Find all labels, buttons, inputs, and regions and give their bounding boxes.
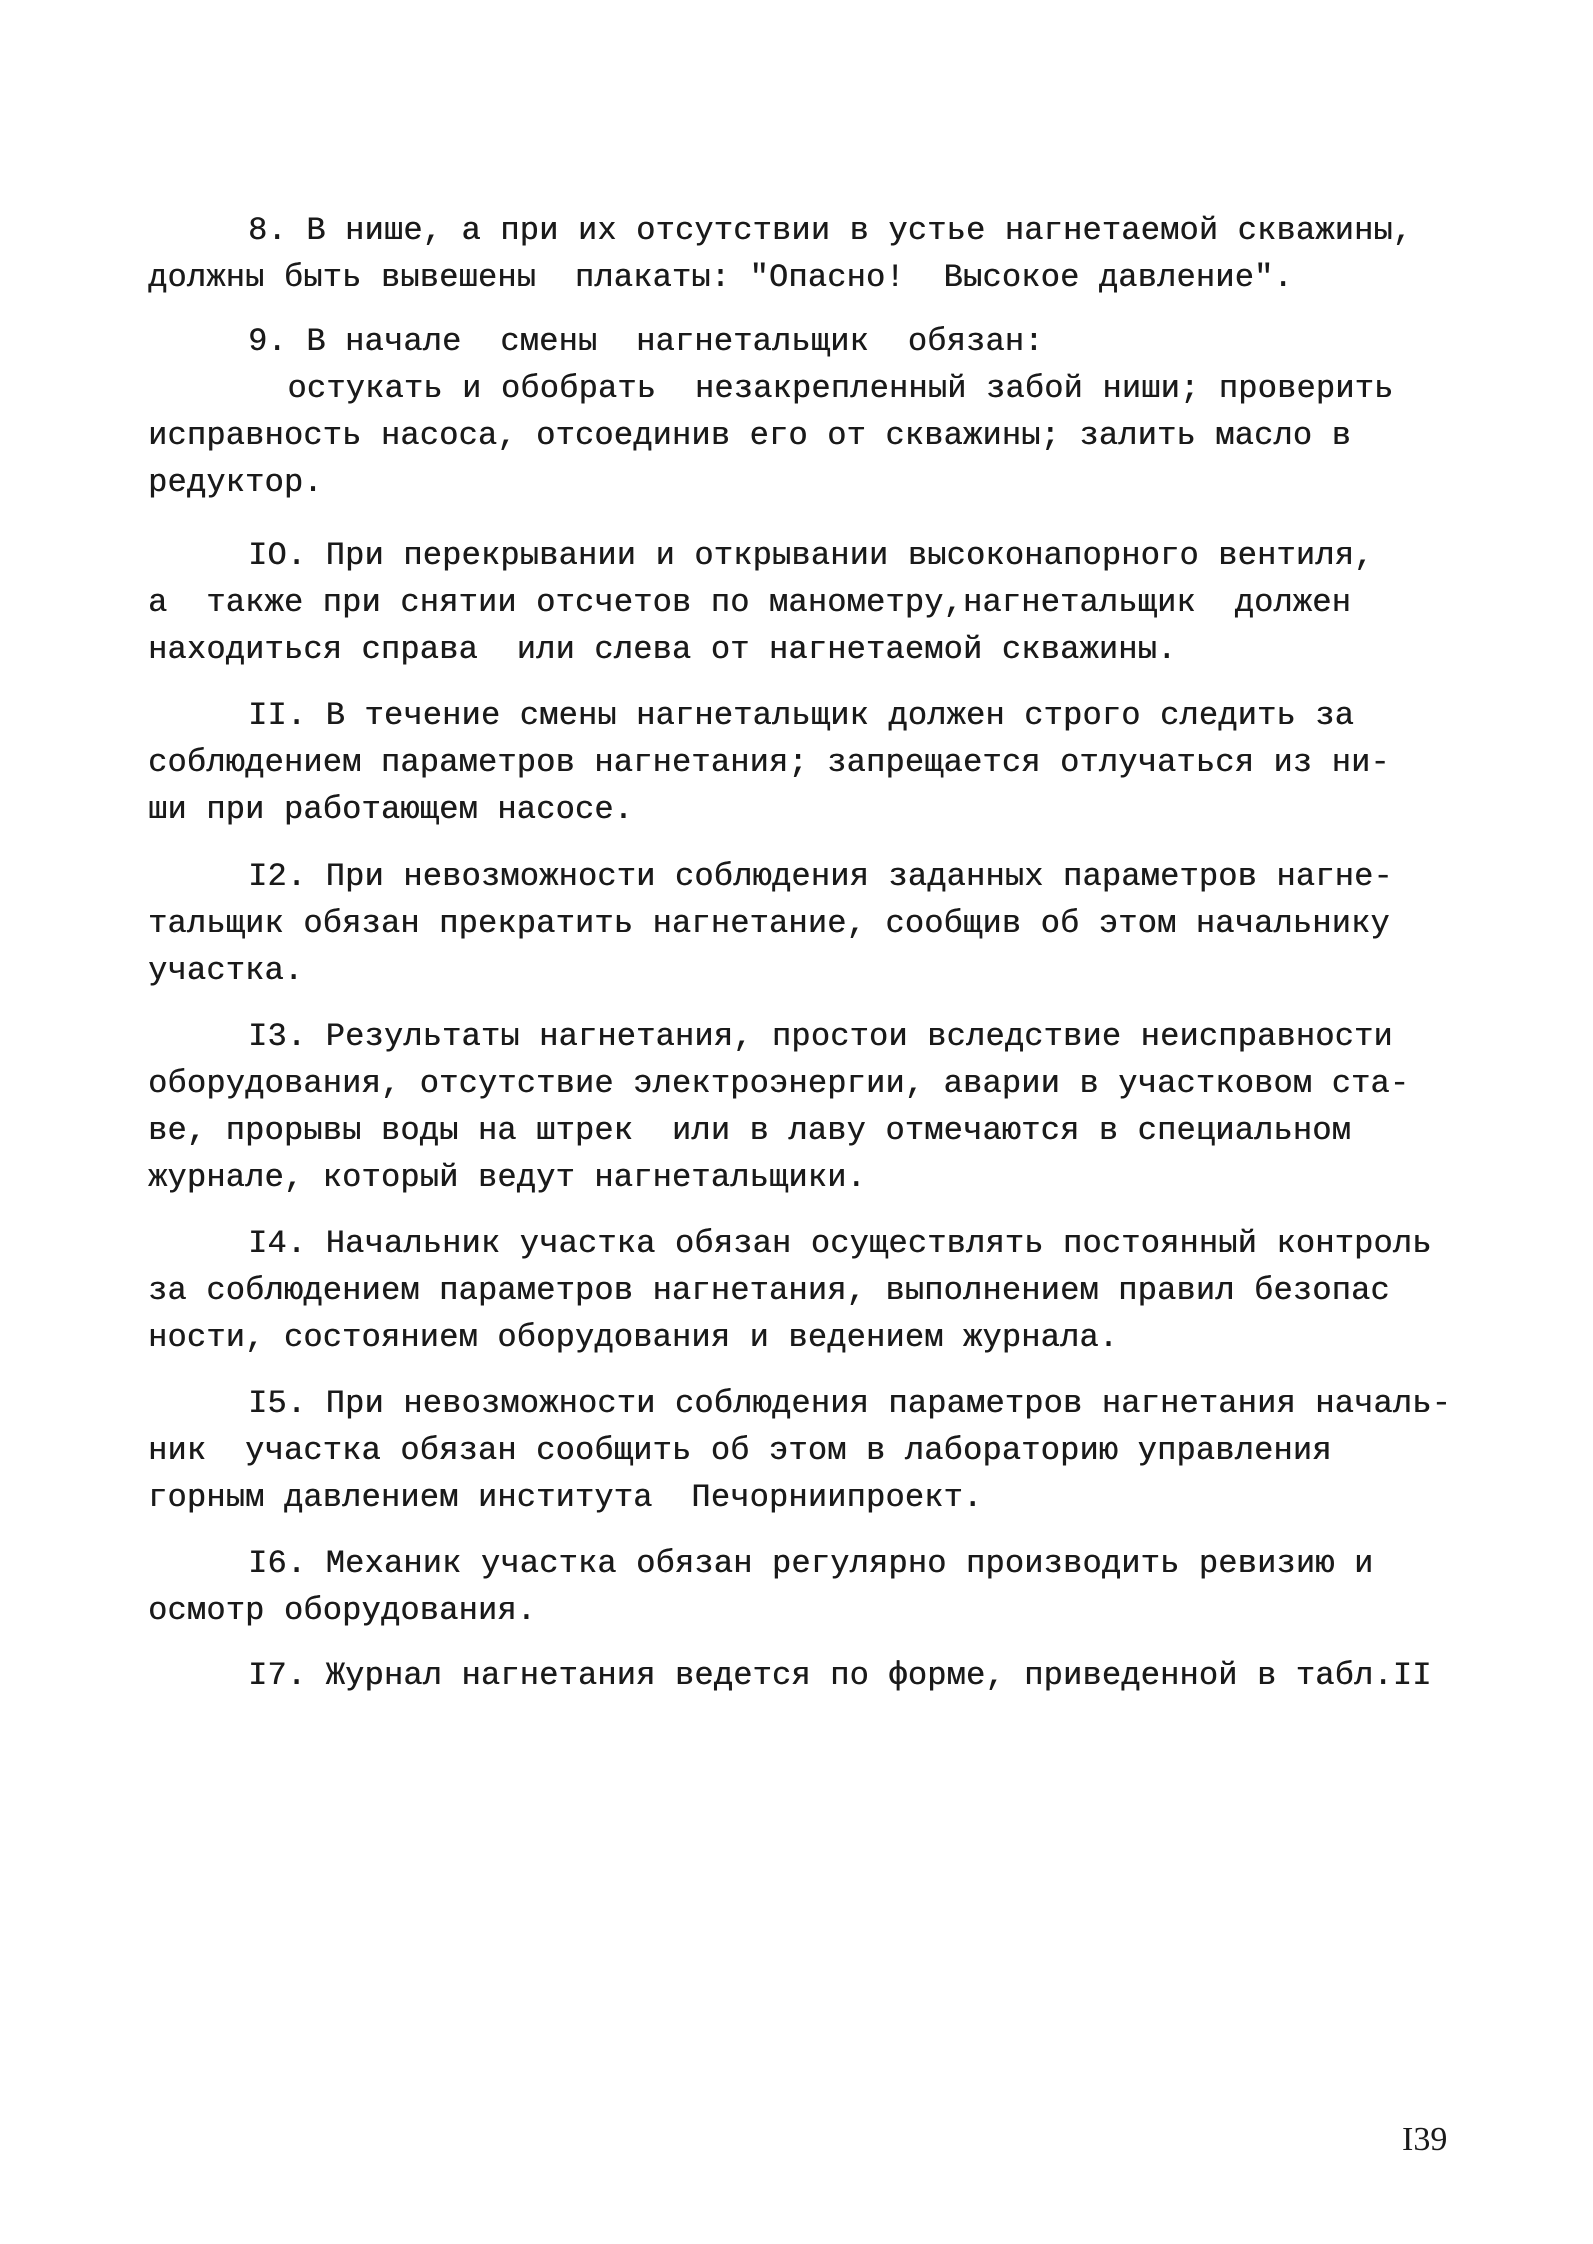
paragraph-line: за соблюдением параметров нагнетания, выполнением правил безопас — [148, 1272, 1390, 1309]
paragraph-line: соблюдением параметров нагнетания; запрещается отлучаться из ни- — [148, 744, 1390, 781]
paragraph-line: находиться справа или слева от нагнетаемой скважины. — [148, 631, 1177, 668]
paragraph-17 — [148, 1652, 1448, 1699]
paragraph-line: журнале, который ведут нагнетальщики. — [148, 1159, 866, 1196]
paragraph-16 — [148, 1540, 1448, 1634]
paragraph-line: I2. При невозможности соблюдения заданных параметров нагне- — [248, 858, 1393, 895]
paragraph-line: I6. Механик участка обязан регулярно производить ревизию и — [248, 1545, 1374, 1582]
paragraph-line: I7. Журнал нагнетания ведется по форме, приведенной в табл.II — [248, 1657, 1432, 1694]
paragraph-line: 9. В начале смены нагнетальщик обязан: — [248, 323, 1044, 360]
paragraph-12 — [148, 853, 1448, 994]
paragraph-line: I5. При невозможности соблюдения параметров нагнетания началь- — [248, 1385, 1451, 1422]
paragraph-line: 8. В нише, а при их отсутствии в устье нагнетаемой скважины, — [248, 212, 1413, 249]
paragraph-line: тальщик обязан прекратить нагнетание, сообщив об этом начальнику — [148, 905, 1390, 942]
paragraph-line: остукать и обобрать незакрепленный забой ниши; проверить — [268, 370, 1394, 407]
paragraph-8 — [148, 207, 1448, 301]
paragraph-line: горным давлением института Печорниипроект. — [148, 1479, 983, 1516]
paragraph-line: ши при работающем насосе. — [148, 791, 634, 828]
paragraph-10 — [148, 532, 1448, 673]
paragraph-line: редуктор. — [148, 464, 323, 501]
paragraph-14 — [148, 1220, 1448, 1361]
paragraph-9 — [148, 318, 1448, 506]
paragraph-line: оборудования, отсутствие электроэнергии, аварии в участковом ста- — [148, 1065, 1410, 1102]
paragraph-line: должны быть вывешены плакаты: "Опасно! Высокое давление". — [148, 259, 1293, 296]
paragraph-line: исправность насоса, отсоединив его от скважины; залить масло в — [148, 417, 1351, 454]
paragraph-line: ности, состоянием оборудования и ведением журнала. — [148, 1319, 1119, 1356]
paragraph-line: участка. — [148, 952, 304, 989]
paragraph-line: I4. Начальник участка обязан осуществлять постоянный контроль — [248, 1225, 1432, 1262]
paragraph-line: ве, прорывы воды на штрек или в лаву отмечаются в специальном — [148, 1112, 1351, 1149]
paragraph-line: I3. Результаты нагнетания, простои вследствие неисправности — [248, 1018, 1393, 1055]
paragraph-line: а также при снятии отсчетов по манометру,нагнетальщик должен — [148, 584, 1351, 621]
page-number: I39 — [1402, 2121, 1448, 2158]
paragraph-15 — [148, 1380, 1451, 1521]
paragraph-line: IO. При перекрывании и открывании высоконапорного вентиля, — [248, 537, 1374, 574]
paragraph-line: осмотр оборудования. — [148, 1592, 537, 1629]
paragraph-line: II. В течение смены нагнетальщик должен строго следить за — [248, 697, 1354, 734]
paragraph-11 — [148, 692, 1448, 833]
paragraph-line: ник участка обязан сообщить об этом в лабораторию управления — [148, 1432, 1332, 1469]
paragraph-13 — [148, 1013, 1448, 1201]
